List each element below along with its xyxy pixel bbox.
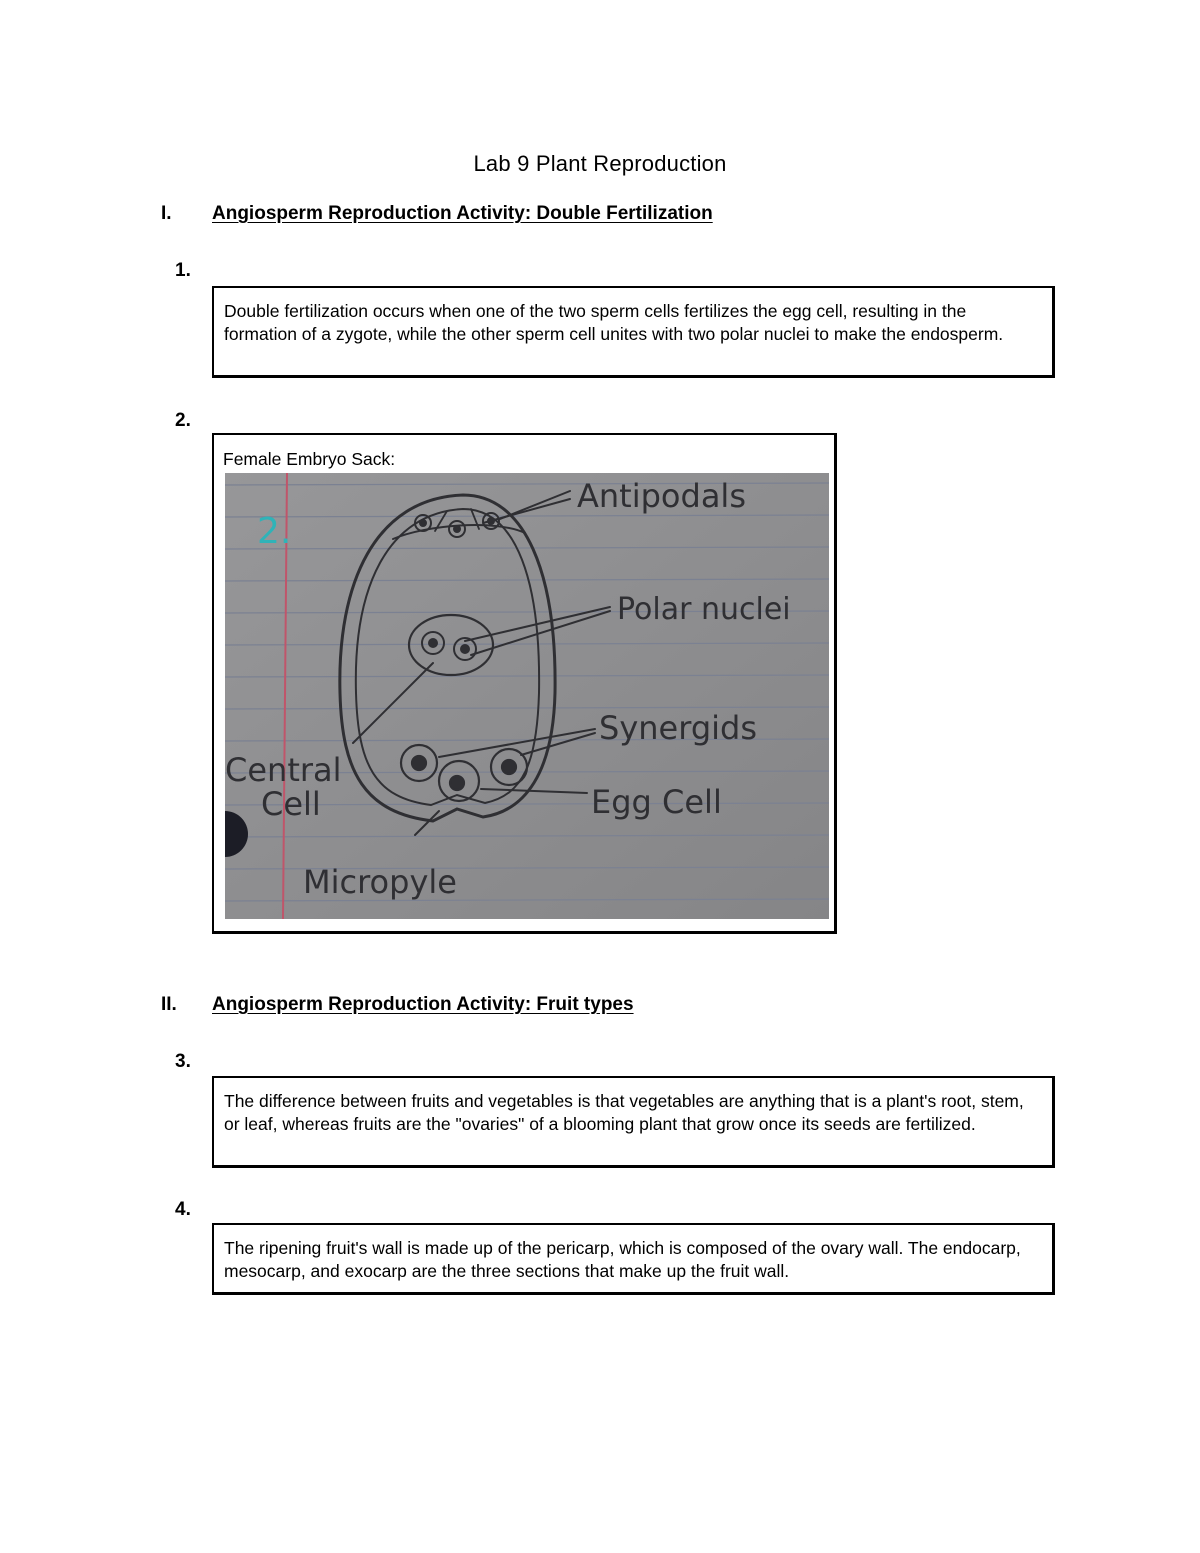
question-3-answer-box <box>212 1076 1055 1168</box>
page-number: 2. <box>257 511 292 552</box>
section-1-heading: Angiosperm Reproduction Activity: Double Fertilization <box>212 203 713 224</box>
question-3-number: 3. <box>175 1051 191 1072</box>
label-micropyle: Micropyle <box>303 863 457 901</box>
label-antipodals: Antipodals <box>577 477 746 515</box>
page-title: Lab 9 Plant Reproduction <box>473 151 727 176</box>
label-polar-nuclei: Polar nuclei <box>617 592 791 627</box>
label-central-cell-line2: Cell <box>261 785 321 823</box>
question-2-number: 2. <box>175 410 191 431</box>
label-synergids: Synergids <box>599 709 757 747</box>
section-1-numeral: I. <box>161 203 172 224</box>
question-2-figure-box <box>212 433 837 934</box>
label-egg-cell: Egg Cell <box>591 783 722 821</box>
question-4-answer: The ripening fruit's wall is made up of the pericarp, which is composed of the ovary wall. The endocarp, mesocarp, and exocarp are the three sections that make up the fruit wall. <box>224 1238 1021 1281</box>
label-central-cell-line1: Central <box>225 751 342 789</box>
question-1-number: 1. <box>175 260 191 281</box>
question-3-answer: The difference between fruits and vegetables is that vegetables are anything that is a plant's root, stem, or leaf, whereas fruits are the "ovaries" of a blooming plant that grow once its seeds are fertilized. <box>224 1091 1024 1134</box>
question-1-answer-box <box>212 286 1055 378</box>
section-2-numeral: II. <box>161 994 177 1015</box>
section-2-heading: Angiosperm Reproduction Activity: Fruit types <box>212 994 634 1015</box>
figure-caption: Female Embryo Sack: <box>223 449 396 469</box>
question-4-number: 4. <box>175 1199 191 1220</box>
embryo-sac-drawing <box>225 473 829 919</box>
question-4-answer-box <box>212 1223 1055 1295</box>
question-1-answer: Double fertilization occurs when one of the two sperm cells fertilizes the egg cell, resulting in the formation of a zygote, while the other sperm cell unites with two polar nuclei to make the endosperm. <box>224 301 1004 344</box>
